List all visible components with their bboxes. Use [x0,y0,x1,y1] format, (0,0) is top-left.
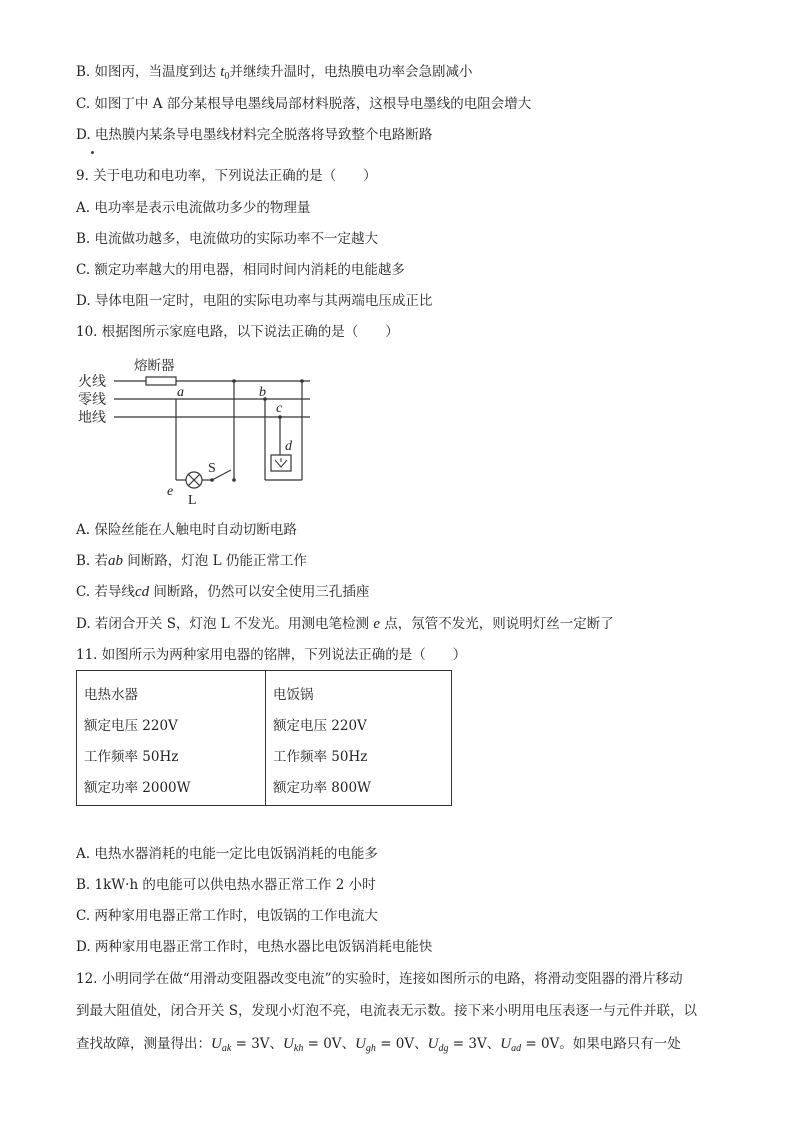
q10-c-text2: 间断路，仍然可以安全使用三孔插座 [149,584,370,600]
neutral-wire-label: 零线 [78,392,106,408]
voltage-measurement [355,1036,414,1052]
voltage-measurement [211,1036,270,1052]
q12-line1: 12. 小明同学在做“用滑动变阻器改变电流”的实验时，连接如图所示的电路，将滑动变阻器的滑片移动 [76,971,683,987]
lamp-symbol [186,472,202,488]
q12-line3 [76,1034,681,1059]
point-d-label: d [285,439,292,454]
lamp-label: L [188,493,197,508]
fuse-label: 熔断器 [134,358,175,374]
voltage-symbol: U [500,1036,512,1052]
separator: 、 [269,1036,284,1052]
q10-d-var: e [373,616,380,632]
household-circuit-diagram [76,352,326,512]
switch-label: S [208,461,216,476]
ground-wire-label: 地线 [78,410,106,426]
q11-option-c: C. 两种家用电器正常工作时，电饭锅的工作电流大 [76,908,378,924]
switch-contact-right [232,478,236,482]
fuse-symbol [146,377,176,385]
table-cell: 额定电压 220V [273,718,367,734]
voltage-symbol: U [283,1036,294,1052]
q10-d-text1: D. 若闭合开关 S，灯泡 L 不发光。用测电笔检测 [76,616,374,632]
q10-c-text1: C. 若导线 [76,584,135,600]
q8-b-sub: 0 [224,71,230,82]
voltage-value: = 0V [521,1036,560,1052]
voltage-symbol: U [355,1036,366,1052]
q10-option-c [76,582,369,602]
voltage-measurement [428,1036,487,1052]
nameplate-table [76,670,452,806]
point-c-label: c [276,401,283,416]
q9-stem: 9. 关于电功和电功率，下列说法正确的是（ ） [76,168,377,184]
q11-option-a: A. 电热水器消耗的电能一定比电饭锅消耗的电能多 [76,846,378,862]
table-cell: 额定功率 800W [273,780,371,796]
q9-option-a: A. 电功率是表示电流做功多少的物理量 [76,200,311,216]
point-a-label: a [177,385,184,400]
q8-option-c: C. 如图丁中 A 部分某根导电墨线局部材料脱落，这根导电墨线的电阻会增大 [76,96,532,112]
q8-b-text2: 并继续升温时，电热膜电功率会急剧减小 [229,64,473,80]
voltage-symbol: U [427,1036,439,1052]
q12-line3-prefix: 查找故障，测量得出： [76,1036,211,1052]
voltage-subscript: dg [438,1043,449,1054]
q10-b-text2: 间断路，灯泡 L 仍能正常工作 [123,553,307,569]
switch-contact-left [210,478,214,482]
stray-dot [91,151,94,154]
voltage-value: = 3V [231,1036,270,1052]
voltage-subscript: kh [293,1043,304,1054]
q9-option-d: D. 导体电阻一定时，电阻的实际电功率与其两端电压成正比 [76,293,433,309]
q9-option-b: B. 电流做功越多，电流做功的实际功率不一定越大 [76,231,379,247]
point-e-label: e [167,484,174,499]
voltage-measurement [500,1036,559,1052]
nameplate-water-heater [77,671,266,805]
q10-b-text1: B. 若 [76,553,109,569]
q8-option-d: D. 电热膜内某条导电墨线材料完全脱落将导致整个电路断路 [76,127,433,143]
voltage-measurement [283,1036,342,1052]
live-wire-label: 火线 [78,374,106,390]
q10-b-var: ab [108,553,124,569]
q8-b-text1: B. 如图丙，当温度到达 [76,64,221,80]
voltage-value: = 0V [375,1036,415,1052]
table-cell: 电热水器 [84,687,138,703]
q8-option-b [76,62,472,87]
q11-option-b: B. 1kW·h 的电能可以供电热水器正常工作 2 小时 [76,877,376,893]
q10-d-text2: 点，氖管不发光，则说明灯丝一定断了 [379,616,614,632]
q10-c-var: cd [134,584,150,600]
q12-line2: 到最大阻值处，闭合开关 S，发现小灯泡不亮，电流表无示数。接下来小明用电压表逐一与元件并联，以 [76,1003,698,1019]
separator: 、 [486,1036,501,1052]
q8-b-var: t [220,64,225,80]
voltage-value: = 0V [303,1036,342,1052]
separator: 、 [414,1036,428,1052]
table-cell: 工作频率 50Hz [273,749,368,765]
q12-measurements [211,1036,559,1052]
table-cell: 额定电压 220V [84,718,178,734]
separator: 、 [341,1036,356,1052]
q10-option-d [76,614,614,634]
q10-option-a: A. 保险丝能在人触电时自动切断电路 [76,522,297,538]
nameplate-rice-cooker [266,671,451,805]
table-cell: 工作频率 50Hz [84,749,179,765]
q11-stem: 11. 如图所示为两种家用电器的铭牌，下列说法正确的是（ ） [76,647,467,663]
q12-line3-suffix: 。如果电路只有一处 [559,1036,681,1052]
table-cell: 额定功率 2000W [84,780,191,796]
voltage-symbol: U [211,1036,222,1052]
q10-stem: 10. 根据图所示家庭电路，以下说法正确的是（ ） [76,324,399,340]
q9-option-c: C. 额定功率越大的用电器，相同时间内消耗的电能越多 [76,262,405,278]
q11-option-d: D. 两种家用电器正常工作时，电热水器比电饭锅消耗电能快 [76,939,433,955]
voltage-value: = 3V [448,1036,487,1052]
point-b-label: b [259,385,266,400]
three-hole-socket [271,455,291,471]
voltage-subscript: ad [511,1043,522,1054]
q10-option-b [76,551,307,571]
table-cell: 电饭锅 [273,687,314,703]
voltage-subscript: ak [221,1043,232,1054]
voltage-subscript: gh [365,1043,376,1054]
